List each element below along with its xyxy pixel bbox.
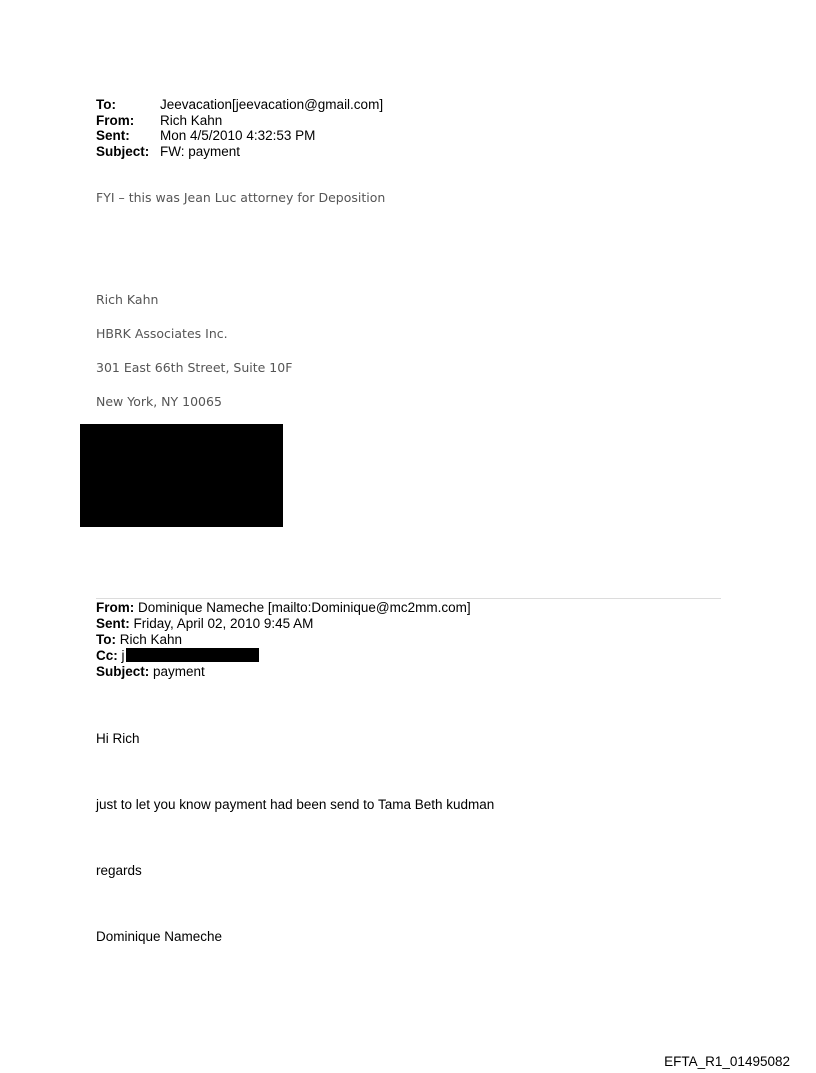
header-sent-row [96, 128, 383, 144]
fwd-to-label: To: [96, 632, 116, 647]
forwarded-header [96, 600, 471, 680]
signature-address-line2: New York, NY 10065 [96, 394, 222, 409]
fwd-sent-value: Friday, April 02, 2010 9:45 AM [133, 616, 314, 631]
fwd-to-row [96, 632, 471, 648]
fwd-closing: regards [96, 863, 142, 878]
signature-name: Rich Kahn [96, 292, 159, 307]
document-id: EFTA_R1_01495082 [664, 1054, 790, 1069]
header-from-row [96, 113, 383, 129]
fwd-signoff: Dominique Nameche [96, 929, 223, 944]
from-value: Rich Kahn [160, 112, 223, 128]
message-note: FYI – this was Jean Luc attorney for Deposition [96, 190, 386, 205]
header-to-row [96, 97, 383, 113]
signature-company: HBRK Associates Inc. [96, 326, 228, 341]
fwd-greeting: Hi Rich [96, 731, 140, 746]
fwd-subject-row [96, 664, 471, 680]
fwd-subject-value: payment [153, 664, 205, 679]
fwd-subject-label: Subject: [96, 664, 150, 679]
forward-divider [96, 598, 721, 599]
fwd-sent-label: Sent: [96, 616, 130, 631]
fwd-cc-value: j [121, 648, 125, 663]
fwd-body: just to let you know payment had been send to Tama Beth kudman [96, 797, 495, 812]
header-subject-row [96, 144, 383, 160]
sent-label: Sent: [96, 128, 130, 143]
from-label: From: [96, 112, 135, 128]
to-label: To: [96, 97, 116, 112]
fwd-from-label: From: [96, 600, 135, 615]
to-value: Jeevacation[jeevacation@gmail.com] [160, 97, 384, 112]
fwd-from-row [96, 600, 471, 616]
sent-value: Mon 4/5/2010 4:32:53 PM [160, 128, 316, 143]
subject-value: FW: payment [160, 143, 241, 159]
redaction-block [80, 424, 283, 527]
email-header [96, 97, 383, 159]
fwd-sent-row [96, 616, 471, 632]
subject-label: Subject: [96, 143, 150, 159]
fwd-cc-row [96, 648, 471, 664]
fwd-from-value: Dominique Nameche [mailto:Dominique@mc2mm.com] [138, 600, 471, 615]
cc-redaction [126, 648, 259, 662]
signature-address-line1: 301 East 66th Street, Suite 10F [96, 360, 293, 375]
fwd-cc-label: Cc: [96, 648, 118, 663]
fwd-to-value: Rich Kahn [119, 632, 183, 647]
